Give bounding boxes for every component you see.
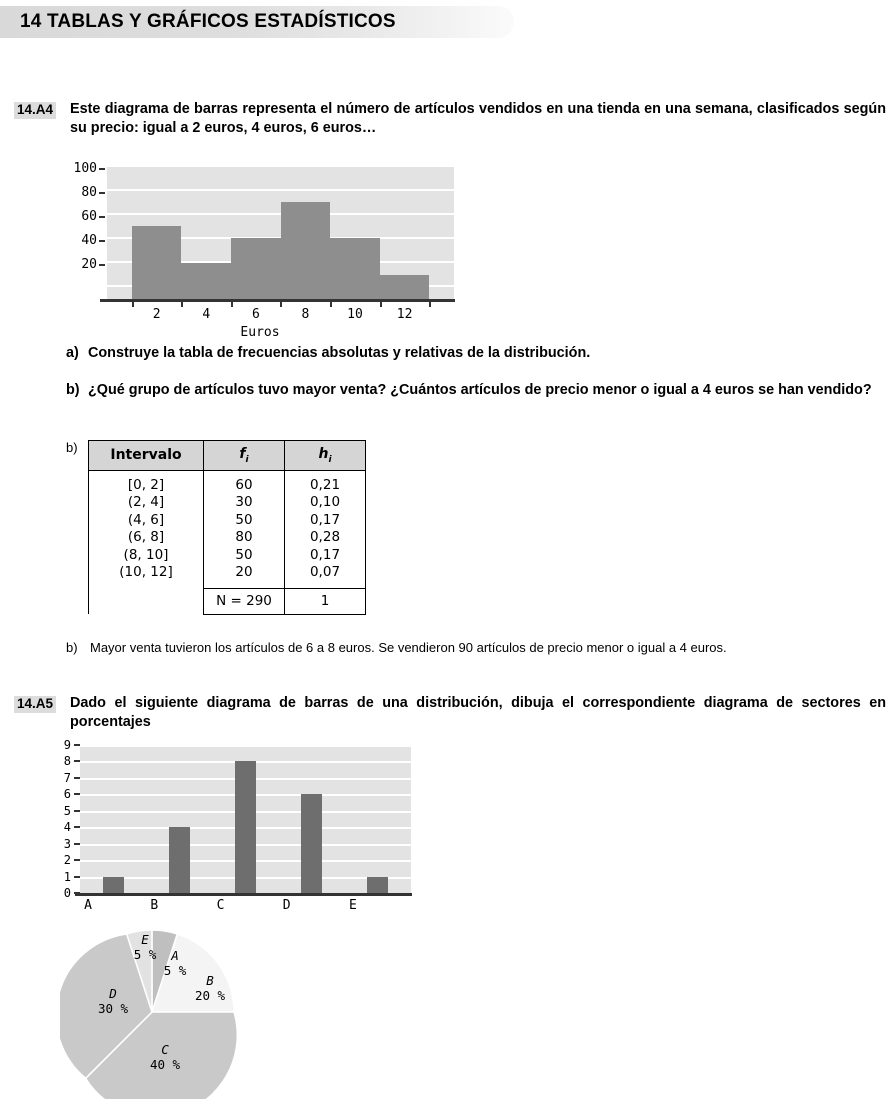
header-hi-sub: i xyxy=(328,454,332,465)
exercise-statement-14A5: Dado el siguiente diagrama de barras de una distribución, dibuja el correspondiente diagrama de sectores en porcentajes xyxy=(70,695,886,730)
pie-label-D-name: D xyxy=(109,986,117,1001)
cell-total-n: N = 290 xyxy=(204,588,285,614)
y-tick xyxy=(74,810,80,812)
y-tick-label-8: 8 xyxy=(63,754,71,769)
x-tick-label-B: B xyxy=(150,898,159,913)
bar-6 xyxy=(231,238,281,299)
bar-10 xyxy=(330,238,380,299)
cell-intervalo: (8, 10] xyxy=(89,547,204,565)
y-tick-label-6: 6 xyxy=(63,787,71,802)
answer-b-label: b) xyxy=(66,640,78,655)
table-row xyxy=(89,564,366,582)
chapter-title: 14 TABLAS Y GRÁFICOS ESTADÍSTICOS xyxy=(20,11,396,32)
y-tick xyxy=(74,826,80,828)
exercise-number-14A5: 14.A5 xyxy=(14,696,56,713)
y-tick xyxy=(74,744,80,746)
pie-label-E-pct: 5 % xyxy=(133,947,157,962)
x-tick xyxy=(181,302,183,307)
bar-8 xyxy=(281,202,331,300)
chapter-header xyxy=(0,6,514,38)
x-axis-line xyxy=(100,299,455,302)
cell-fi: 60 xyxy=(204,477,285,495)
y-tick xyxy=(99,216,105,218)
header-fi-text: f xyxy=(239,446,246,462)
y-tick-label-1: 1 xyxy=(63,869,71,884)
header-fi xyxy=(204,441,285,471)
pie-label-A-pct: 5 % xyxy=(163,963,187,978)
table-row xyxy=(89,529,366,547)
bar-C xyxy=(235,761,256,893)
x-tick-label-6: 6 xyxy=(251,307,260,322)
cell-intervalo: [0, 2] xyxy=(89,477,204,495)
bar-chart-plot-area xyxy=(80,745,411,893)
x-tick xyxy=(132,302,134,307)
cell-intervalo: (2, 4] xyxy=(89,494,204,512)
answer-b-text: Mayor venta tuvieron los artículos de 6 a 8 euros. Se vendieron 90 artículos de precio menor o igual a 4 euros. xyxy=(90,640,727,655)
y-tick xyxy=(74,793,80,795)
x-axis-line xyxy=(75,893,412,896)
y-tick-label-9: 9 xyxy=(63,738,71,752)
y-tick-label-40: 40 xyxy=(81,233,97,248)
y-tick-label-80: 80 xyxy=(81,185,97,200)
histogram-plot-area xyxy=(107,165,454,299)
header-intervalo xyxy=(89,441,204,471)
y-tick-label-4: 4 xyxy=(63,820,71,835)
x-tick xyxy=(429,302,431,307)
x-tick xyxy=(380,302,382,307)
subitem-b-label: b) xyxy=(66,382,80,398)
table-header-row xyxy=(89,441,366,471)
cell-total-h: 1 xyxy=(285,588,366,614)
cell-fi: 50 xyxy=(204,512,285,530)
frequency-table-wrapper xyxy=(66,440,366,615)
x-tick-label-4: 4 xyxy=(202,307,211,322)
bar-4 xyxy=(181,263,231,300)
cell-hi: 0,28 xyxy=(285,529,366,547)
cell-fi: 30 xyxy=(204,494,285,512)
gridline xyxy=(107,165,454,167)
y-tick-label-7: 7 xyxy=(63,770,71,785)
x-tick-label-12: 12 xyxy=(396,307,413,322)
pie-label-B-pct: 20 % xyxy=(194,988,226,1003)
y-tick-label-0: 0 xyxy=(63,886,71,900)
x-tick-label-A: A xyxy=(84,898,92,913)
pie-chart-sectors xyxy=(60,920,310,1099)
y-tick xyxy=(74,777,80,779)
pie-label-B xyxy=(185,973,235,1003)
cell-fi: 20 xyxy=(204,564,285,582)
x-tick-label-C: C xyxy=(216,898,225,913)
exercise-statement-14A4: Este diagrama de barras representa el número de artículos vendidos en una tienda en una semana, clasificados según su precio: igual a 2 euros, 4 euros, 6 euros… xyxy=(70,101,886,136)
pie-label-B-name: B xyxy=(206,973,214,988)
exercise-14A4 xyxy=(14,100,886,138)
x-tick xyxy=(231,302,233,307)
pie-label-E xyxy=(128,932,162,962)
histogram-euros-chart xyxy=(60,155,430,340)
subitem-a-label: a) xyxy=(66,345,79,361)
exercise-number-14A4: 14.A4 xyxy=(14,102,56,119)
header-hi xyxy=(285,441,366,471)
x-tick-label-D: D xyxy=(282,898,291,913)
header-fi-sub: i xyxy=(245,454,249,465)
subitem-b-text: ¿Qué grupo de artículos tuvo mayor venta? ¿Cuántos artículos de precio menor o igual a 4 euros se han vendido? xyxy=(88,382,872,398)
cell-hi: 0,17 xyxy=(285,547,366,565)
pie-label-C-pct: 40 % xyxy=(149,1057,181,1072)
y-tick xyxy=(74,843,80,845)
y-tick xyxy=(74,760,80,762)
bar-12 xyxy=(380,275,430,299)
pie-label-C xyxy=(140,1042,190,1072)
table-total-row xyxy=(89,588,366,614)
y-tick xyxy=(99,264,105,266)
x-tick-label-8: 8 xyxy=(301,307,310,322)
cell-hi: 0,21 xyxy=(285,477,366,495)
y-tick-label-20: 20 xyxy=(81,257,97,272)
bar-A xyxy=(103,877,124,893)
frequency-table xyxy=(88,440,366,615)
table-row xyxy=(89,477,366,495)
y-tick xyxy=(99,168,105,170)
bar-D xyxy=(301,794,322,893)
y-tick xyxy=(99,240,105,242)
x-axis-title: Euros xyxy=(240,325,280,340)
gridline xyxy=(80,745,411,747)
pie-label-C-name: C xyxy=(161,1042,169,1057)
y-tick-label-3: 3 xyxy=(63,836,71,851)
cell-intervalo: (4, 6] xyxy=(89,512,204,530)
table-row xyxy=(89,512,366,530)
y-tick xyxy=(74,859,80,861)
subitem-b xyxy=(66,381,876,400)
bar-chart-abcde xyxy=(55,738,425,913)
table-row xyxy=(89,494,366,512)
y-tick xyxy=(74,876,80,878)
cell-hi: 0,07 xyxy=(285,564,366,582)
cell-hi: 0,17 xyxy=(285,512,366,530)
gridline xyxy=(107,189,454,191)
x-tick-label-2: 2 xyxy=(152,307,161,322)
x-tick-label-E: E xyxy=(348,898,357,913)
x-tick-label-10: 10 xyxy=(347,307,363,322)
exercise-14A5 xyxy=(14,694,886,732)
header-hi-text: h xyxy=(318,446,329,462)
bar-2 xyxy=(132,226,182,299)
table-row xyxy=(89,547,366,565)
header-intervalo-text: Intervalo xyxy=(110,447,182,464)
bar-E xyxy=(367,877,388,893)
bar-B xyxy=(169,827,190,893)
frequency-table-row-label: b) xyxy=(66,440,78,455)
x-tick xyxy=(280,302,282,307)
cell-total-blank xyxy=(89,588,204,614)
y-tick xyxy=(99,192,105,194)
x-tick xyxy=(330,302,332,307)
pie-label-D-pct: 30 % xyxy=(97,1001,129,1016)
cell-fi: 50 xyxy=(204,547,285,565)
pie-label-A-name: A xyxy=(171,948,179,963)
cell-hi: 0,10 xyxy=(285,494,366,512)
pie-label-D xyxy=(88,986,138,1016)
cell-intervalo: (6, 8] xyxy=(89,529,204,547)
answer-b xyxy=(66,639,878,656)
subitem-a xyxy=(66,344,876,363)
y-tick-label-5: 5 xyxy=(63,803,71,818)
cell-fi: 80 xyxy=(204,529,285,547)
y-tick-label-60: 60 xyxy=(81,209,97,224)
pie-label-E-name: E xyxy=(141,932,149,947)
subitem-a-text: Construye la tabla de frecuencias absolutas y relativas de la distribución. xyxy=(88,345,591,361)
cell-intervalo: (10, 12] xyxy=(89,564,204,582)
y-tick-label-100: 100 xyxy=(73,161,97,176)
y-tick-label-2: 2 xyxy=(63,853,71,868)
